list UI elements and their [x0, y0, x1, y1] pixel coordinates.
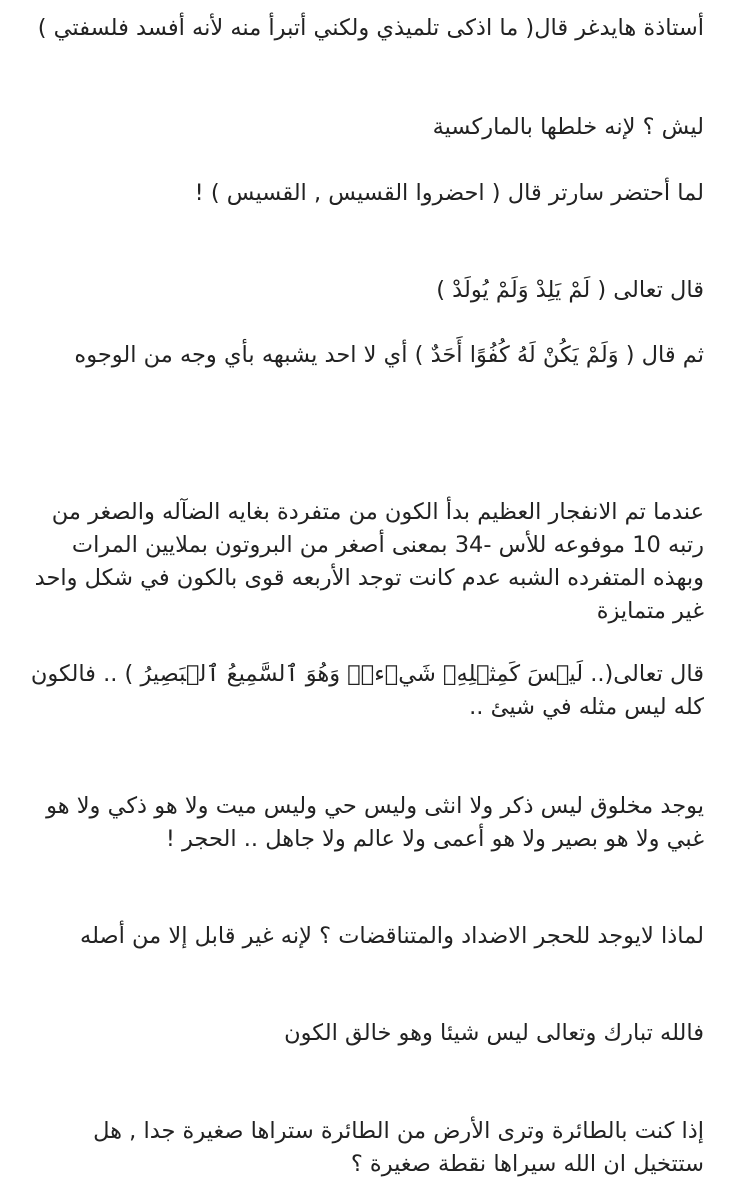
paragraph-airplane: إذا كنت بالطائرة وترى الأرض من الطائرة ستراها صغيرة جدا , هل ستتخيل ان الله سيراها نقطة صغيرة ؟: [93, 1118, 704, 1177]
paragraph-quran-verse-2: ثم قال ( وَلَمْ يَكُنْ لَهُ كُفُوًا أَحَدٌ ) أي لا احد يشبهه بأي وجه من الوجوه: [74, 342, 704, 368]
paragraph-quran-verse-1: قال تعالى ( لَمْ يَلِدْ وَلَمْ يُولَدْ ): [436, 277, 704, 303]
paragraph-quran-verse-3: قال تعالى(.. لَيۡسَ كَمِثۡلِهِۦ شَيۡءٞۖ وَهُوَ ٱلسَّمِيعُ ٱلۡبَصِيرُ ) .. فالكون كله ليس مثله في شيئ ..: [30, 661, 704, 720]
paragraph-marxism: ليش ؟ لإنه خلطها بالماركسية: [432, 114, 704, 140]
paragraph-stone-creature: يوجد مخلوق ليس ذكر ولا انثى وليس حي وليس ميت ولا هو ذكي ولا هو غبي ولا هو بصير ولا هو أعمى ولا عالم ولا جاهل .. الحجر !: [46, 793, 704, 852]
paragraph-big-bang: عندما تم الانفجار العظيم بدأ الكون من متفردة بغايه الضآله والصغر من رتبه 10 موفوعه للأس -34 بمعنى أصغر من البروتون بملايين المرات وبهذه المتفرده الشبه عدم كانت توجد الأربعه قوى بالكون في شكل واحد غير متمايزة: [34, 499, 704, 624]
paragraph-heidegger-quote: أستاذة هايدغر قال( ما اذكى تلميذي ولكني أتبرأ منه لأنه أفسد فلسفتي ): [37, 15, 704, 41]
paragraph-stone-opposites: لماذا لايوجد للحجر الاضداد والمتناقضات ؟ لإنه غير قابل إلا من أصله: [80, 923, 704, 949]
paragraph-creator: فالله تبارك وتعالى ليس شيئا وهو خالق الكون: [284, 1020, 704, 1046]
paragraph-sartre: لما أحتضر سارتر قال ( احضروا القسيس , القسيس ) !: [194, 180, 704, 206]
